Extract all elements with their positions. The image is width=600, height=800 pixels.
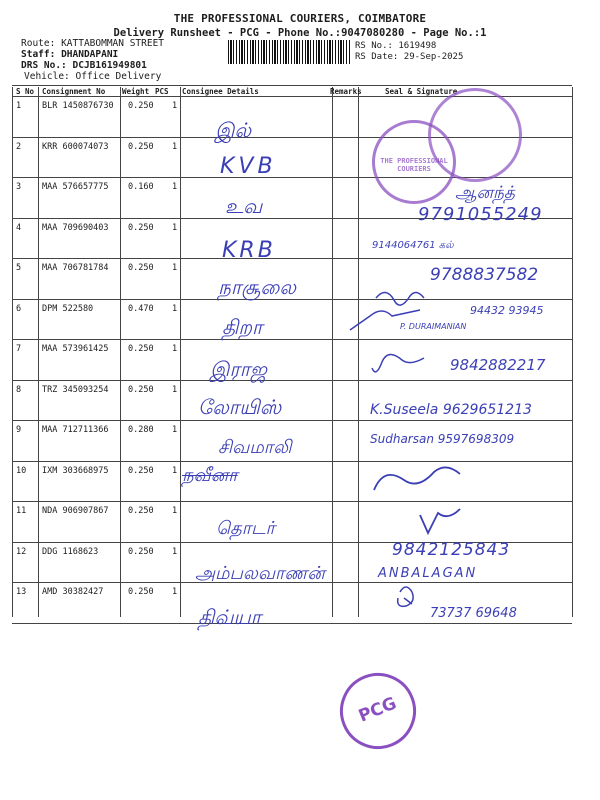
header-sno: S No xyxy=(16,87,35,96)
handwritten-consignee: நாசூலை xyxy=(218,275,296,299)
pieces-count: 1 xyxy=(172,425,178,435)
signature-scribble xyxy=(420,509,460,533)
drs-value: DCJB161949801 xyxy=(72,60,147,71)
header-consignee: Consignee Details xyxy=(182,87,259,96)
handwritten-consignee: KVB xyxy=(220,154,277,179)
weight-value: 0.250 xyxy=(128,587,154,597)
handwritten-consignee: நவீனா xyxy=(182,465,238,486)
serial-number: 12 xyxy=(16,546,27,557)
handwritten-signature: Sudharsan 9597698309 xyxy=(370,432,515,446)
consignment-number: MAA 706781784 xyxy=(42,263,109,273)
handwritten-phone: 9788837582 xyxy=(430,265,539,285)
handwritten-consignee: தொடர் xyxy=(216,518,275,539)
consignment-number: DDG 1168623 xyxy=(42,546,99,557)
handwritten-consignee: உவ xyxy=(225,194,263,218)
handwritten-consignee: இராஜ xyxy=(210,357,267,381)
pieces-count: 1 xyxy=(172,141,178,152)
handwritten-signature: K.Suseela 9629651213 xyxy=(370,402,532,418)
pieces-count: 1 xyxy=(172,587,178,597)
consignment-number: BLR 1450876730 xyxy=(42,101,114,111)
pieces-count: 1 xyxy=(172,546,178,557)
weight-value: 0.250 xyxy=(128,546,154,557)
serial-number: 4 xyxy=(16,222,22,233)
signature-scribble xyxy=(350,310,420,330)
handwritten-name: ANBALAGAN xyxy=(378,566,478,581)
vehicle-value: Office Delivery xyxy=(75,71,162,82)
round-seal-stamp: THE PROFESSIONAL COURIERS xyxy=(372,120,456,204)
header-pcs: PCS xyxy=(155,87,169,96)
pieces-count: 1 xyxy=(172,182,178,192)
header-remarks: Remarks xyxy=(330,87,362,96)
consignment-number: NDA 906907867 xyxy=(42,506,109,516)
pieces-count: 1 xyxy=(172,101,178,111)
header-weight: Weight xyxy=(122,87,150,96)
serial-number: 9 xyxy=(16,425,22,435)
serial-number: 11 xyxy=(16,506,27,516)
weight-value: 0.250 xyxy=(128,141,154,152)
consignment-number: TRZ 345093254 xyxy=(42,384,109,395)
handwritten-phone: 9144064761 கல் xyxy=(372,240,454,251)
consignment-number: AMD 30382427 xyxy=(42,587,104,597)
pieces-count: 1 xyxy=(172,263,178,273)
rs-date: RS Date: 29-Sep-2025 xyxy=(355,52,464,62)
handwritten-consignee: திவ்யா xyxy=(198,605,262,629)
handwritten-consignee: இல் xyxy=(215,118,252,142)
weight-value: 0.250 xyxy=(128,263,154,273)
handwritten-phone: 73737 69648 xyxy=(430,606,517,621)
signature-scribble xyxy=(374,467,460,490)
handwritten-name: P. DURAIMANIAN xyxy=(400,322,467,331)
pieces-count: 1 xyxy=(172,303,178,314)
runsheet-subtitle: Delivery Runsheet - PCG - Phone No.:9047080280 - Page No.:1 xyxy=(113,27,487,39)
weight-value: 0.250 xyxy=(128,384,154,395)
signature-scribble xyxy=(398,587,413,606)
weight-value: 0.250 xyxy=(128,101,154,111)
handwritten-consignee: அம்பலவாணன் xyxy=(195,563,325,584)
header-consignment: Consignment No xyxy=(42,87,106,96)
pieces-count: 1 xyxy=(172,506,178,516)
serial-number: 8 xyxy=(16,384,22,395)
weight-value: 0.250 xyxy=(128,506,154,516)
serial-number: 6 xyxy=(16,303,22,314)
consignment-number: DPM 522580 xyxy=(42,303,94,314)
handwritten-phone: 9842882217 xyxy=(450,356,546,374)
consignment-number: MAA 573961425 xyxy=(42,344,109,354)
handwritten-signature: ஆனந்த் xyxy=(455,183,515,203)
handwritten-consignee: திறா xyxy=(222,315,263,339)
signature-scribble xyxy=(372,354,424,371)
handwritten-phone: 94432 93945 xyxy=(470,304,544,317)
pieces-count: 1 xyxy=(172,465,178,476)
serial-number: 7 xyxy=(16,344,22,354)
staff-value: DHANDAPANI xyxy=(61,49,119,60)
handwritten-phone: 9791055249 xyxy=(418,204,543,225)
weight-value: 0.160 xyxy=(128,182,154,192)
consignment-number: IXM 303668975 xyxy=(42,465,109,476)
consignment-number: MAA 709690403 xyxy=(42,222,109,233)
serial-number: 3 xyxy=(16,182,22,192)
drs-line: DRS No.: DCJB161949801 xyxy=(21,60,147,71)
weight-value: 0.250 xyxy=(128,222,154,233)
handwritten-phone: 9842125843 xyxy=(392,540,511,560)
weight-value: 0.250 xyxy=(128,344,154,354)
staff-line: Staff: DHANDAPANI xyxy=(21,49,119,60)
pieces-count: 1 xyxy=(172,344,178,354)
handwritten-consignee: சிவமாலி xyxy=(218,437,292,458)
header-seal: Seal & Signature xyxy=(385,87,458,96)
vehicle-line: Vehicle: Office Delivery xyxy=(24,71,162,82)
signature-scribble xyxy=(376,292,424,305)
route-value: KATTABOMMAN STREET xyxy=(61,38,165,49)
serial-number: 10 xyxy=(16,465,27,476)
pcg-stamp: PCG xyxy=(329,662,428,761)
consignment-number: MAA 576657775 xyxy=(42,182,109,192)
route-line: Route: KATTABOMMAN STREET xyxy=(21,38,165,49)
weight-value: 0.470 xyxy=(128,303,154,314)
pieces-count: 1 xyxy=(172,222,178,233)
serial-number: 13 xyxy=(16,587,27,597)
consignment-number: KRR 600074073 xyxy=(42,141,109,152)
rs-number: RS No.: 1619498 xyxy=(355,41,437,51)
company-title: THE PROFESSIONAL COURIERS, COIMBATORE xyxy=(173,12,427,25)
pieces-count: 1 xyxy=(172,384,178,395)
weight-value: 0.280 xyxy=(128,425,154,435)
serial-number: 2 xyxy=(16,141,22,152)
consignment-number: MAA 712711366 xyxy=(42,425,109,435)
serial-number: 1 xyxy=(16,101,22,111)
serial-number: 5 xyxy=(16,263,22,273)
weight-value: 0.250 xyxy=(128,465,154,476)
handwritten-consignee: KRB xyxy=(222,238,276,263)
handwritten-consignee: லோயிஸ் xyxy=(198,395,282,419)
